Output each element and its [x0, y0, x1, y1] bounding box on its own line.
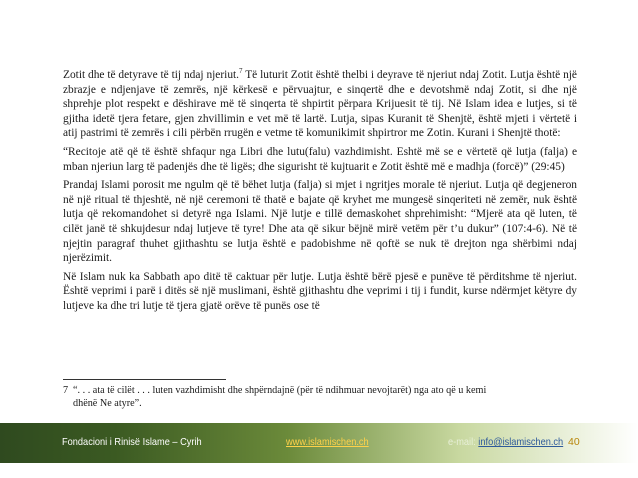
paragraph-2-quote: “Recitoje atë që të është shfaqur nga Libri dhe lutu(falu) vazhdimisht. Eshtë më se e vërtetë që lutja (falja) e mban njeriun larg të padenjës dhe të ligës; dhe sigurisht të kujtuarit e Zotit është më e madhja (forcë)” (29:45)	[63, 145, 577, 173]
paragraph-1	[63, 68, 577, 141]
paragraph-4: Në Islam nuk ka Sabbath apo ditë të caktuar për lutje. Lutja është bërë pjesë e punëve të përditshme të njeriut. Është veprimi i parë i ditës së një muslimani, është gjithashtu dhe veprimi i tij i fundit, kurse ndërmjet këtyre dy lutjeve ka dhe tri lutje të tjera gjatë orëve të punës ose të	[63, 270, 577, 312]
footnote-line-2: dhënë Ne atyre”.	[73, 398, 142, 409]
footnote-text-1: “. . . ata të cilët . . . luten vazhdimisht dhe shpërndajnë (për të ndihmuar nevojtarët) nga ato që u kemi	[73, 385, 487, 396]
page-footer	[0, 423, 638, 463]
page-number: 40	[568, 436, 580, 448]
footnote-mark: 7	[63, 385, 69, 396]
footnote	[63, 384, 577, 410]
footnote-divider	[63, 379, 226, 380]
footer-email-label: e-mail:	[448, 436, 479, 448]
paragraph-3: Prandaj Islami porosit me ngulm që të bëhet lutja (falja) si mjet i ngritjes morale të njeriut. Lutja që degjeneron në një ritual të thjeshtë, në një ceremoni të thatë e bajate që kryhet me mungesë sinqeriteti në zemër, nuk është lutja që rekomandohet si detyrë nga Islami. Një lutje e tillë demaskohet shprehimisht: “Mjerë ata që luten, të cilët janë të shkujdesur ndaj lutjeve të tyre! Dhe ata që sikur bëjnë mirë vetëm për t’u dukur” (107:4-6). Në të njejtin paragraf thuhet gjithashtu se lutja është e padobishme në qoftë se nuk të drejton nga shërbimi ndaj njerëzimit.	[63, 179, 577, 265]
footnote-line-1	[63, 384, 577, 397]
footer-organization: Fondacioni i Rinisë Islame – Cyrih	[62, 436, 202, 448]
footnote-reference[interactable]: 7	[239, 67, 243, 76]
paragraph-1-rest: Të luturit Zotit është thelbi i deyrave të njeriut ndaj Zotit. Lutja është një zbrazje e ndjenjave të zemrës, një kërkesë e përvuajtur, e sinqertë dhe e devotshmë ndaj Zotit, si dhe një shprehje plot respekt e dëshirave më të sinqerta të shpirtit përpara Krijuesit të tij. Në Islam idea e lutjes, si të gjitha idetë tjera fetare, gjen zhvillimin e vet më të lartë. Lutja, sipas Kuranit të Shenjtë, është mjeti i vërtetë i atij pastrimi të zemrës i cili përbën rrugën e vetme të komunikimit shpirtror me Zotin. Kurani i Shenjtë thotë:	[63, 69, 577, 140]
footer-website-link[interactable]: www.islamischen.ch	[286, 436, 369, 448]
footer-email	[448, 436, 563, 448]
paragraph-1-start: Zotit dhe të detyrave të tij ndaj njeriut.	[63, 69, 240, 81]
body-text	[63, 68, 577, 318]
footer-email-link[interactable]: info@islamischen.ch	[478, 436, 564, 448]
